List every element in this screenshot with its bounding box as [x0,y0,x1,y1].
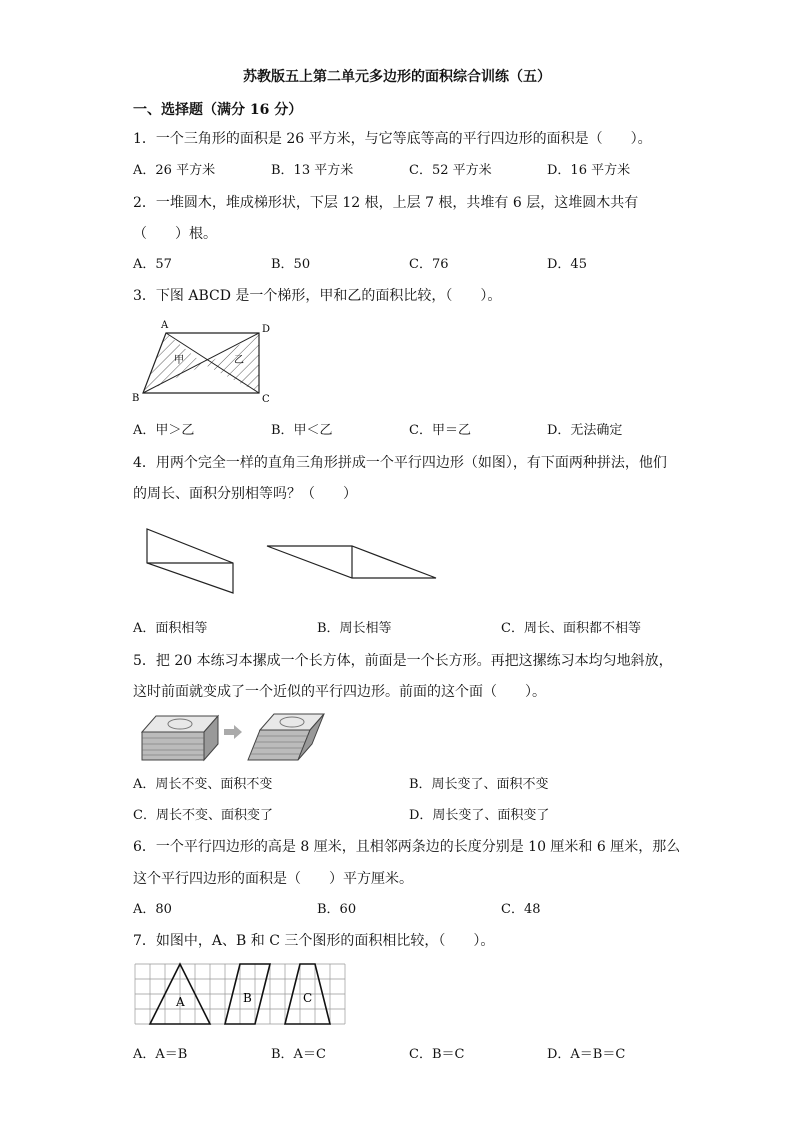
q3-option-a[interactable]: A．甲＞乙 [133,423,195,438]
question-2-stem-line1: 2．一堆圆木，堆成梯形状，下层 12 根，上层 7 根，共堆有 6 层，这堆圆木共有 [133,195,639,211]
q6-option-a[interactable]: A．80 [133,902,172,917]
arrow-icon [224,725,242,739]
vertex-label-c: C [262,394,270,405]
notebook-stack-slanted [248,714,324,760]
parallelogram-vertical [147,529,233,593]
q1-option-c[interactable]: C．52 平方米 [409,163,492,178]
region-label-jia: 甲 [174,355,184,366]
q6-option-c[interactable]: C．48 [501,902,541,917]
q7-option-d[interactable]: D．A＝B＝C [547,1047,626,1062]
q4-option-a[interactable]: A．面积相等 [133,621,208,636]
grid-figure [135,962,350,1028]
q4-option-c[interactable]: C．周长、面积都不相等 [501,621,641,636]
question-4-stem-line2: 的周长、面积分别相等吗？（ ） [133,486,357,502]
q5-option-b[interactable]: B．周长变了、面积不变 [409,777,549,792]
question-6-stem-line2: 这个平行四边形的面积是（ ）平方厘米。 [133,871,413,887]
q2-option-c[interactable]: C．76 [409,257,449,272]
parallelogram-figures [140,525,440,595]
q7-option-a[interactable]: A．A＝B [133,1047,188,1062]
q5-option-c[interactable]: C．周长不变、面积变了 [133,808,273,823]
q3-option-c[interactable]: C．甲＝乙 [409,423,471,438]
q1-option-d[interactable]: D．16 平方米 [547,163,631,178]
q2-option-b[interactable]: B．50 [271,257,311,272]
q1-option-a[interactable]: A．26 平方米 [133,163,216,178]
q2-option-d[interactable]: D．45 [547,257,587,272]
question-3-stem: 3．下图 ABCD 是一个梯形，甲和乙的面积比较，（ ）。 [133,288,502,304]
q5-option-d[interactable]: D．周长变了、面积变了 [409,808,550,823]
vertex-label-b: B [132,393,140,404]
question-7-stem: 7．如图中，A、B 和 C 三个图形的面积相比较，（ ）。 [133,933,495,949]
q7-option-c[interactable]: C．B＝C [409,1047,465,1062]
question-5-stem-line2: 这时前面就变成了一个近似的平行四边形。前面的这个面（ ）。 [133,684,546,700]
notebook-stack-upright [142,716,218,760]
q4-option-b[interactable]: B．周长相等 [317,621,392,636]
page-title: 苏教版五上第二单元多边形的面积综合训练（五） [243,69,551,85]
question-2-stem-line2: （ ）根。 [133,226,217,242]
vertex-label-d: D [262,324,271,335]
q6-option-b[interactable]: B．60 [317,902,357,917]
question-4-stem-line1: 4．用两个完全一样的直角三角形拼成一个平行四边形（如图），有下面两种拼法，他们 [133,455,667,471]
q7-option-b[interactable]: B．A＝C [271,1047,326,1062]
grid-lines [135,964,345,1024]
region-label-yi: 乙 [234,355,244,366]
q5-option-a[interactable]: A．周长不变、面积不变 [133,777,273,792]
q1-option-b[interactable]: B．13 平方米 [271,163,354,178]
q3-option-d[interactable]: D．无法确定 [547,423,623,438]
question-6-stem-line1: 6．一个平行四边形的高是 8 厘米，且相邻两条边的长度分别是 10 厘米和 6 厘米，那么 [133,839,681,855]
trapezoid-figure [130,315,280,405]
notebook-stack-figure [138,712,328,764]
shape-label-b: B [243,991,252,1005]
question-1-stem: 1．一个三角形的面积是 26 平方米，与它等底等高的平行四边形的面积是（ ）。 [133,131,652,147]
q2-option-a[interactable]: A．57 [133,257,172,272]
vertex-label-a: A [161,320,169,331]
shape-label-c: C [303,991,313,1005]
question-5-stem-line1: 5．把 20 本练习本摞成一个长方体，前面是一个长方形。再把这摞练习本均匀地斜放， [133,653,673,669]
shape-label-a: A [176,995,185,1009]
section-heading: 一、选择题（满分 16 分） [133,102,303,118]
q3-option-b[interactable]: B．甲＜乙 [271,423,333,438]
